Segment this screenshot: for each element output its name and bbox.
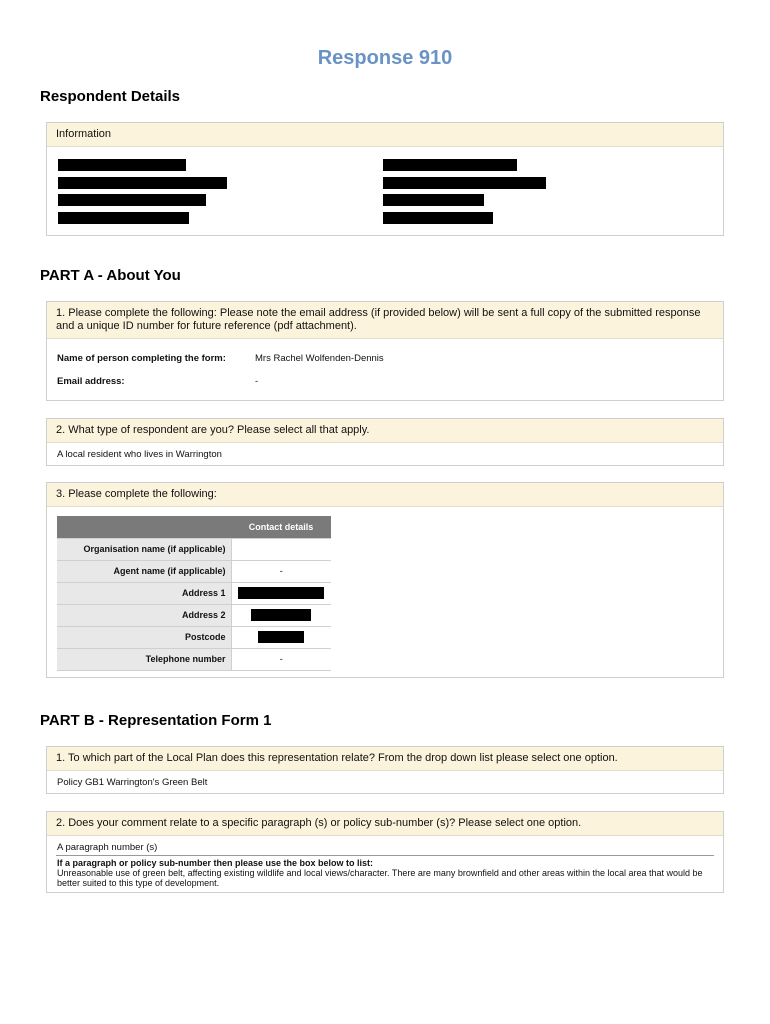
table-corner xyxy=(57,516,231,538)
question-text: 2. What type of respondent are you? Please select all that apply. xyxy=(47,419,723,443)
plan-part-answer: Policy GB1 Warrington's Green Belt xyxy=(57,777,208,788)
redaction-bar xyxy=(58,212,189,224)
name-label: Name of person completing the form: xyxy=(57,353,226,364)
information-box xyxy=(46,122,724,236)
part-b-question-1 xyxy=(46,746,724,794)
table-row xyxy=(57,648,331,670)
part-b-heading: PART B - Representation Form 1 xyxy=(40,712,272,729)
part-a-heading: PART A - About You xyxy=(40,267,181,284)
redaction-bar xyxy=(383,212,493,224)
page-title: Response 910 xyxy=(317,47,453,69)
paragraph-answer: A paragraph number (s) xyxy=(57,842,158,853)
redaction-bar xyxy=(58,159,186,171)
respondent-type-answer: A local resident who lives in Warrington xyxy=(57,449,222,460)
row-label: Address 1 xyxy=(57,582,231,604)
contact-details-header: Contact details xyxy=(231,516,331,538)
information-header: Information xyxy=(47,123,723,147)
table-row xyxy=(57,626,331,648)
redaction-bar xyxy=(251,609,311,621)
row-label: Organisation name (if applicable) xyxy=(57,538,231,560)
list-label: If a paragraph or policy sub-number then please use the box below to list: xyxy=(57,858,374,868)
redaction-bar xyxy=(383,177,546,189)
row-value xyxy=(231,582,331,604)
redaction-bar xyxy=(58,194,206,206)
row-value: - xyxy=(231,560,331,582)
row-value xyxy=(231,604,331,626)
contact-details-table xyxy=(57,516,331,671)
redaction-bar xyxy=(383,194,484,206)
redaction-bar xyxy=(58,177,227,189)
table-row xyxy=(57,604,331,626)
question-text: 1. Please complete the following: Please note the email address (if provided below) will be sent a full copy of the submitted response and a unique ID number for future reference (pdf attachment). xyxy=(47,302,723,339)
name-value: Mrs Rachel Wolfenden-Dennis xyxy=(255,353,384,364)
question-text: 1. To which part of the Local Plan does this representation relate? From the drop down list please select one option. xyxy=(47,747,723,771)
respondent-details-heading: Respondent Details xyxy=(40,88,181,105)
question-text: 2. Does your comment relate to a specific paragraph (s) or policy sub-number (s)? Please select one option. xyxy=(47,812,723,836)
redaction-bar xyxy=(383,159,517,171)
table-row xyxy=(57,538,331,560)
part-b-question-2 xyxy=(46,811,724,893)
row-value xyxy=(231,538,331,560)
email-label: Email address: xyxy=(57,376,125,387)
table-row xyxy=(57,560,331,582)
list-text: Unreasonable use of green belt, affecting existing wildlife and local views/character. There are many brownfield and other areas within the local area that would be better suited to this type of development. xyxy=(57,868,703,888)
redaction-bar xyxy=(258,631,304,643)
question-text: 3. Please complete the following: xyxy=(47,483,723,507)
row-label: Telephone number xyxy=(57,648,231,670)
redaction-bar xyxy=(238,587,324,599)
part-a-question-3 xyxy=(46,482,724,678)
row-value: - xyxy=(231,648,331,670)
table-row xyxy=(57,582,331,604)
row-label: Agent name (if applicable) xyxy=(57,560,231,582)
part-a-question-2 xyxy=(46,418,724,466)
part-a-question-1 xyxy=(46,301,724,401)
row-value xyxy=(231,626,331,648)
row-label: Postcode xyxy=(57,626,231,648)
email-value: - xyxy=(255,376,259,387)
divider xyxy=(56,855,714,856)
row-label: Address 2 xyxy=(57,604,231,626)
